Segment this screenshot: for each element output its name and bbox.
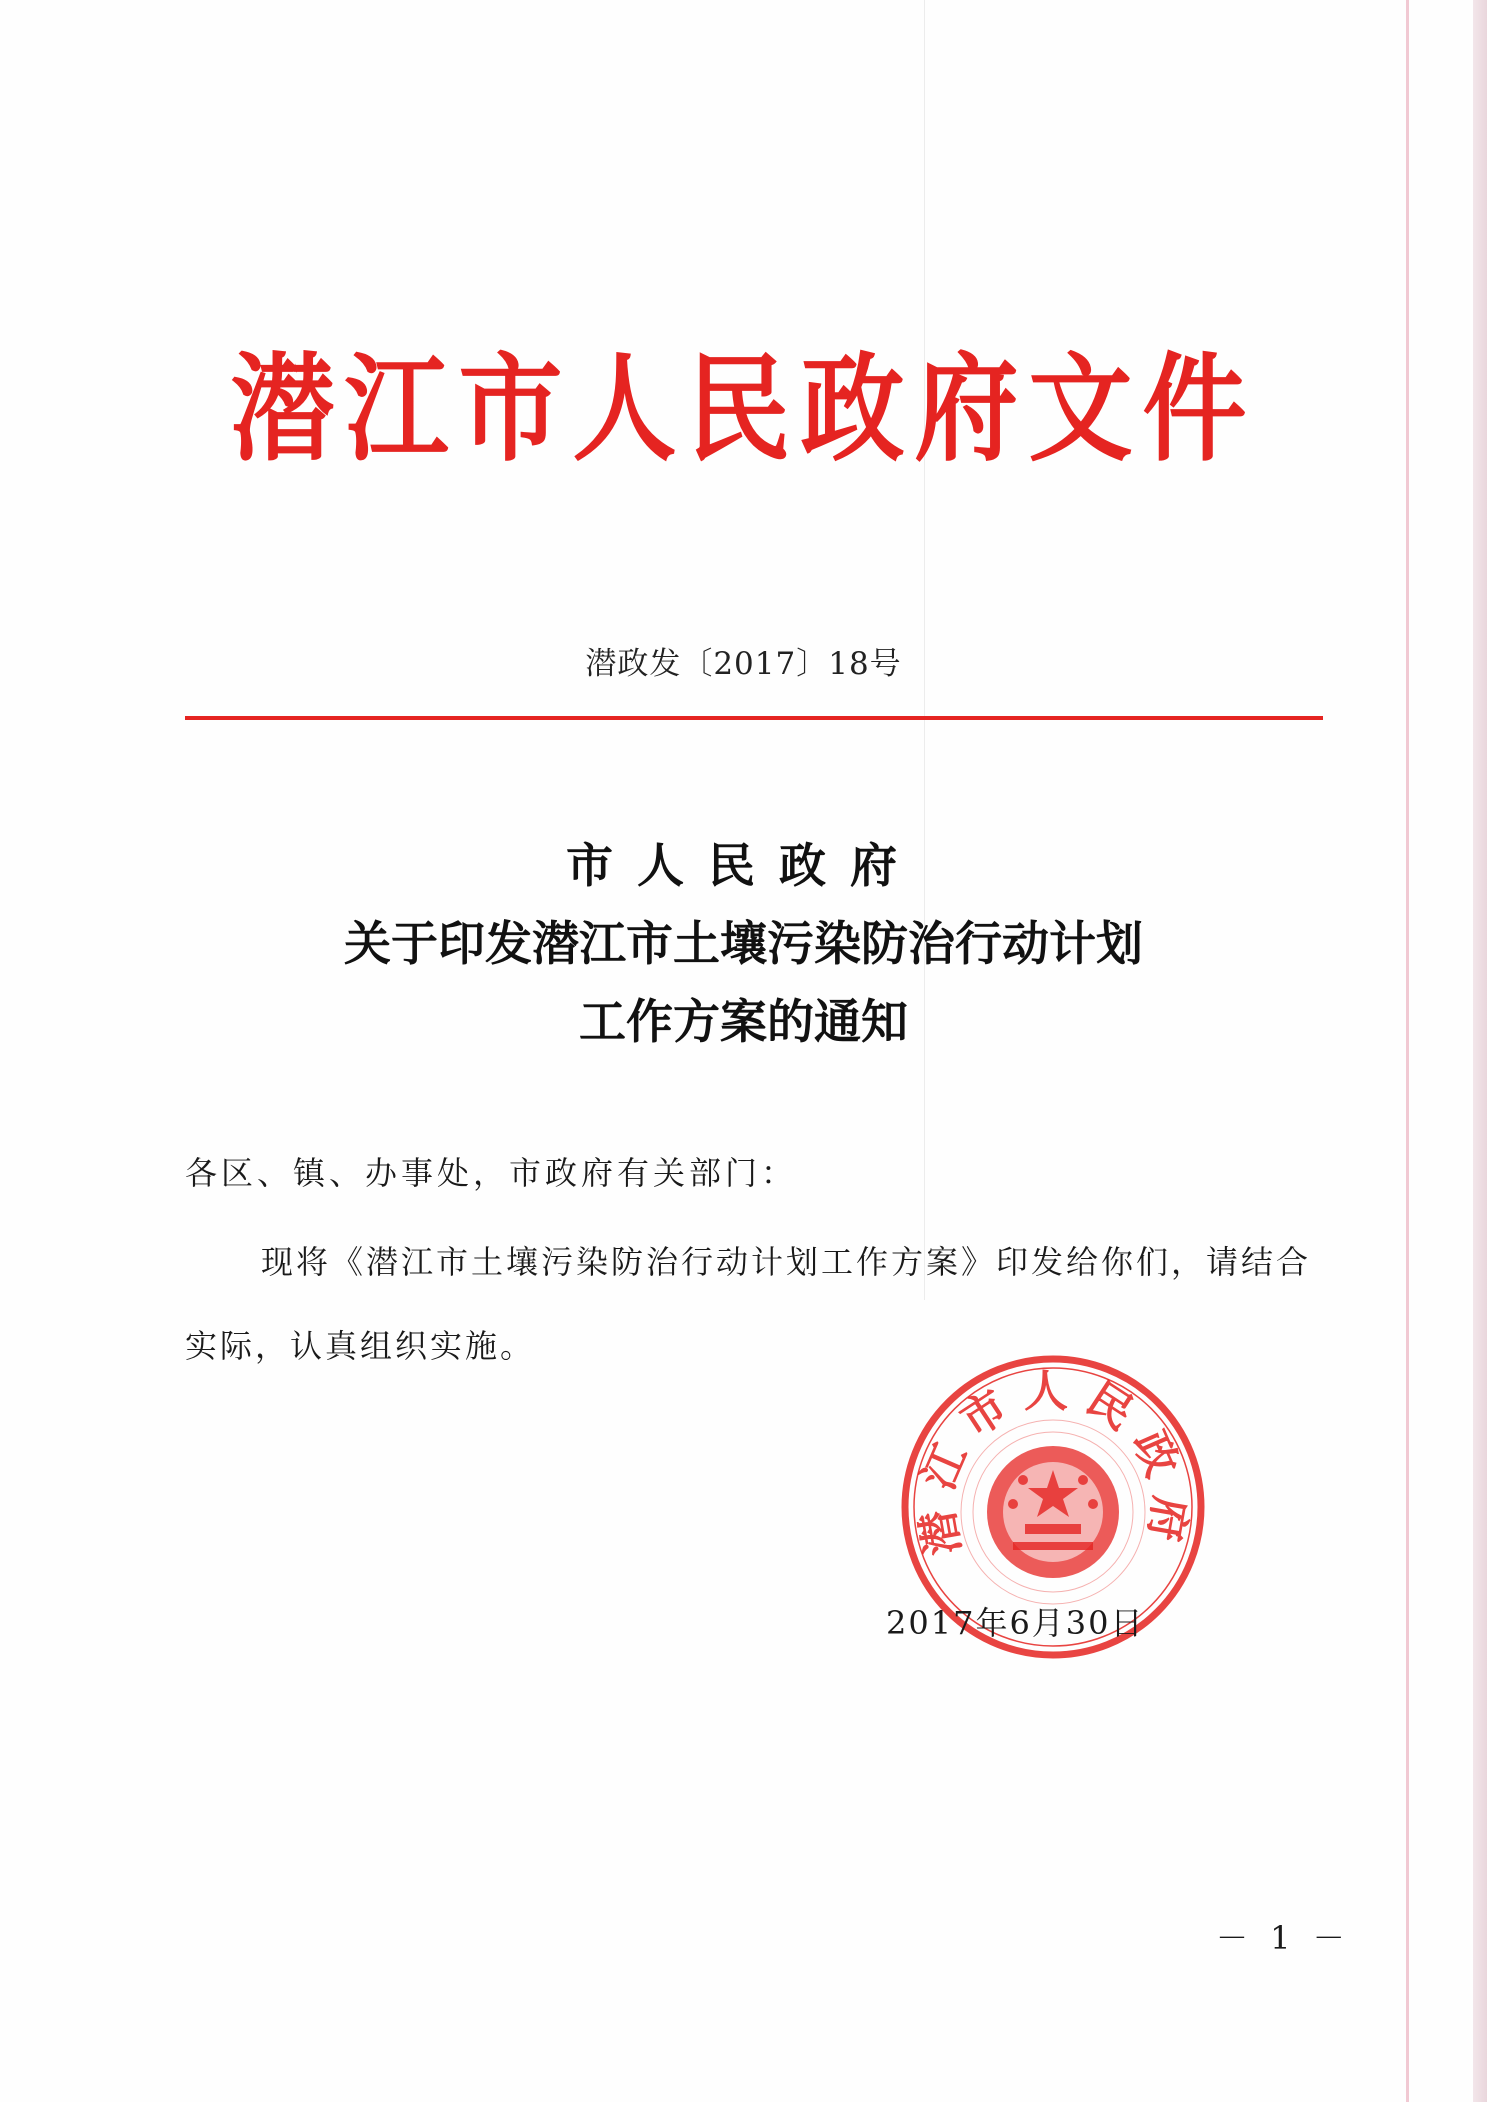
page-number: － 1 － [1216,1919,1351,1957]
title-line-1: 市人民政府 [566,839,921,894]
title-line-2: 关于印发潜江市土壤污染防治行动计划 [344,917,1143,972]
title-line-3: 工作方案的通知 [579,995,908,1050]
document-number: 潜政发〔2017〕18号 [585,646,902,682]
body-paragraph-text: 现将《潜江市土壤污染防治行动计划工作方案》印发给你们，请结合实际，认真组织实施。 [185,1243,1312,1365]
red-divider [185,716,1323,720]
issue-date: 2017年6月30日 [886,1604,1145,1642]
document-title [0,828,1487,1062]
salutation: 各区、镇、办事处，市政府有关部门： [185,1154,798,1192]
document-masthead: 潜江市人民政府文件 [230,339,1257,478]
svg-text:潜江市人民政府: 潜江市人民政府 [910,1366,1196,1559]
